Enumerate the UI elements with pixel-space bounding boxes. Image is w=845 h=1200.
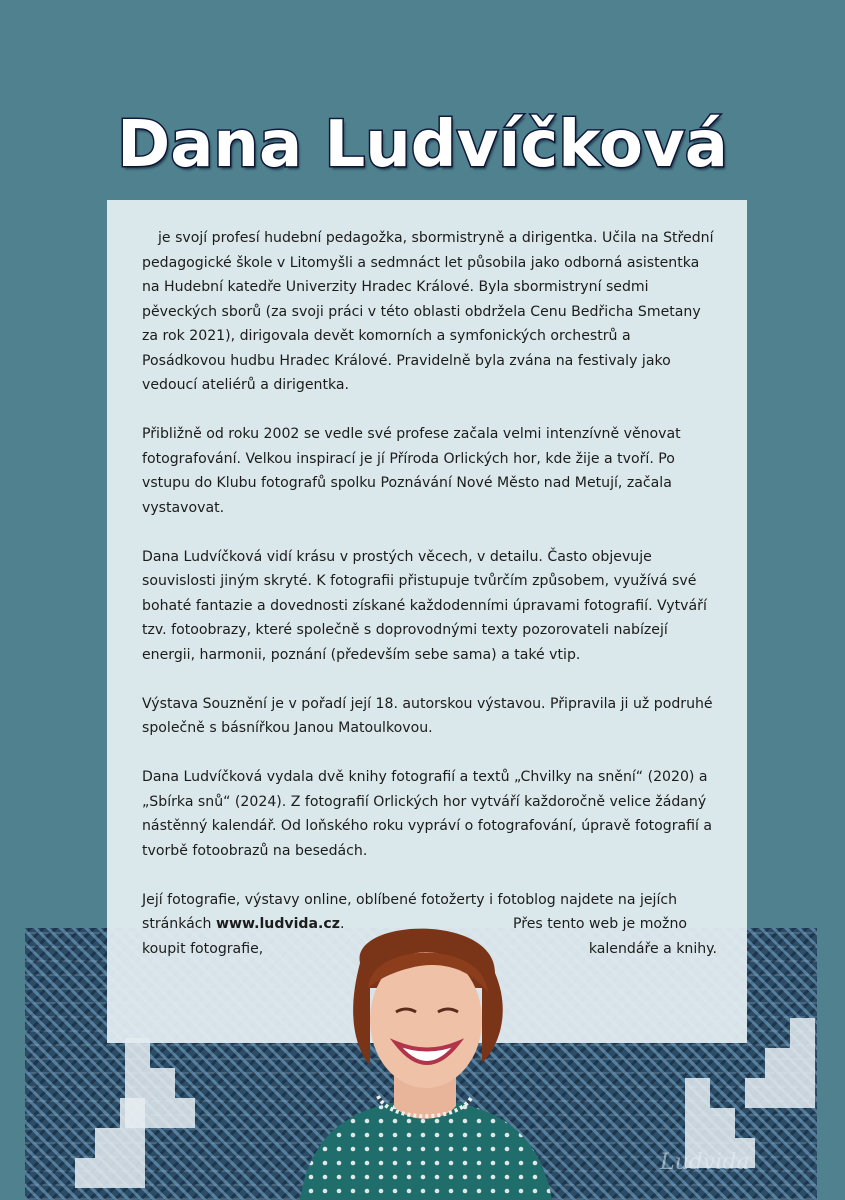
stair-decoration-right-2: [745, 1018, 815, 1108]
paragraph-6-line-2: stránkách www.ludvida.cz. Přes tento web je možno: [142, 912, 717, 937]
paragraph-6-line-1: Její fotografie, výstavy online, oblíbené fotožerty i fotoblog najdete na jejích: [142, 891, 678, 908]
biography-text: [142, 226, 717, 961]
page-title: Dana Ludvíčková: [117, 108, 728, 182]
paragraph-4: Výstava Souznění je v pořadí její 18. autorskou výstavou. Připravila ji už podruhé společně s básnířkou Janou Matoulkovou.: [142, 695, 713, 736]
paragraph-2: Přibližně od roku 2002 se vedle své profese začala velmi intenzívně věnovat fotografování. Velkou inspirací je jí Příroda Orlických hor, kde žije a tvoří. Po vstupu do Klubu fotografů spolku Poznávání Nové Město nad Metují, začala vystavovat.: [142, 426, 681, 516]
paragraph-5: Dana Ludvíčková vydala dvě knihy fotografií a textů „Chvilky na snění“ (2020) a „Sbírka snů“ (2024). Z fotografií Orlických hor vytváří každoročně velice žádaný nástěnný kalendář. Od loňského roku vypráví o fotografování, úpravě fotografií a tvorbě fotoobrazů na besedách.: [142, 769, 713, 859]
portrait-illustration: [290, 918, 560, 1200]
paragraph-3: Dana Ludvíčková vidí krásu v prostých věcech, v detailu. Často objevuje souvislosti jiným skryté. K fotografii přistupuje tvůrčím způsobem, využívá své bohaté fantazie a dovednosti získané každodenními úpravami fotografií. Vytváří tzv. fotoobrazy, které společně s doprovodnými texty pozorovateli nabízejí energii, harmonii, poznání (především sebe sama) a také vtip.: [142, 548, 707, 663]
stair-decoration-left-2: [125, 1038, 195, 1128]
portrait-photo: [290, 918, 560, 1200]
stankach-text: stránkách: [142, 916, 212, 932]
website-link[interactable]: www.ludvida.cz: [215, 916, 340, 932]
web-purchase-text: Přes tento web je možno: [513, 916, 687, 932]
buy-photos-text: koupit fotografie,: [142, 940, 264, 957]
paragraph-1: je svojí profesí hudební pedagožka, sbormistryně a dirigentka. Učila na Střední pedagogické škole v Litomyšli a sedmnáct let působila jako odborná asistentka na Hudební katedře Univerzity Hradec Králové. Byla sbormistryní sedmi pěveckých sborů (za svoji práci v této oblasti obdržela Cenu Bedřicha Smetany za rok 2021), dirigovala devět komorních a symfonických orchestrů a Posádkovou hudbu Hradec Králové. Pravidelně byla zvána na festivaly jako vedoucí ateliérů a dirigentka.: [142, 230, 714, 393]
signature-watermark: Ludvida: [660, 1150, 750, 1175]
calendars-books-text: kalendáře a knihy.: [588, 940, 717, 957]
